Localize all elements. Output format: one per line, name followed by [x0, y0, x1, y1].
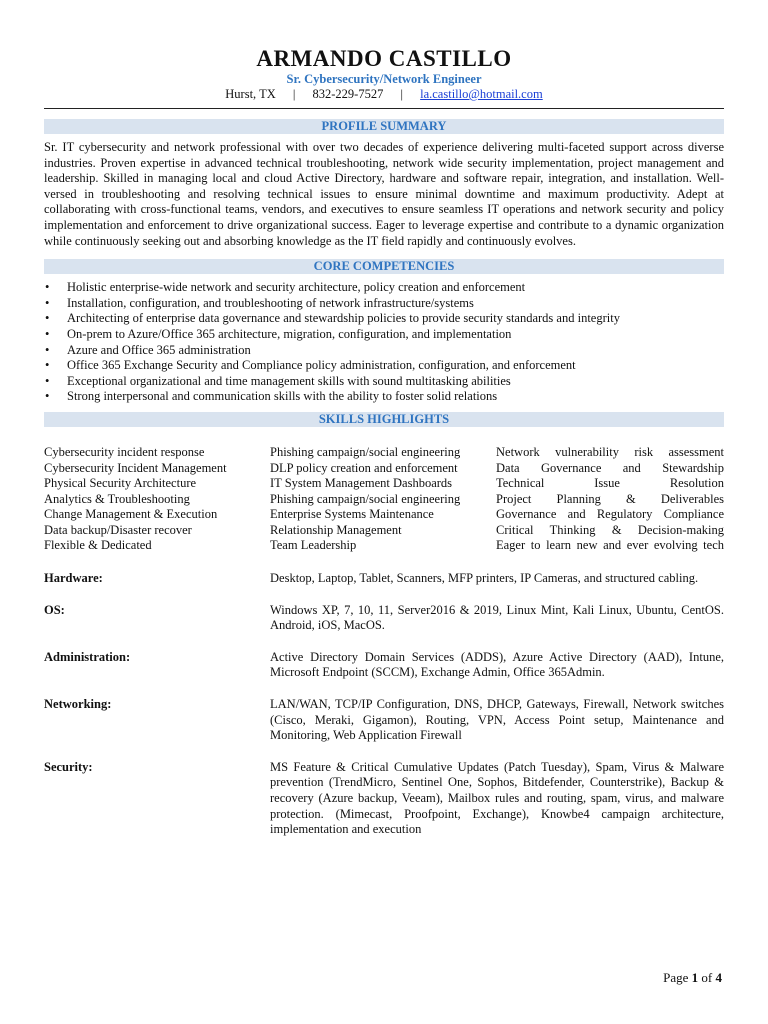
skills-column-3 — [496, 445, 724, 554]
list-item: • Azure and Office 365 administration — [45, 342, 251, 357]
candidate-name: ARMANDO CASTILLO — [256, 46, 512, 71]
current-page: 1 — [691, 970, 699, 985]
skill-item: Relationship Management — [270, 522, 402, 537]
detail-label: OS: — [44, 602, 65, 617]
list-item: • Architecting of enterprise data governance and stewardship policies to provide security standards and integrity — [45, 311, 620, 326]
skill-item: IT System Management Dashboards — [270, 476, 453, 491]
skills-grid — [44, 445, 724, 554]
detail-label: Networking: — [44, 697, 112, 712]
skill-item: Project Planning & Deliverables — [496, 491, 724, 506]
skills-column-1 — [44, 445, 270, 554]
skills-column-2 — [270, 445, 496, 554]
bullet-icon: • — [45, 311, 50, 326]
resume-page — [44, 46, 724, 838]
page-word: Page — [663, 970, 689, 985]
detail-value: Active Directory Domain Services (ADDS), Azure Active Directory (AAD), Intune, Microsoft Endpoint (SCCM), Exchange Admin, Office 365Admin. — [270, 649, 724, 680]
skill-item: DLP policy creation and enforcement — [270, 460, 458, 475]
list-item: • Office 365 Exchange Security and Compliance policy administration, configuration, and enforcement — [45, 358, 576, 373]
detail-value: LAN/WAN, TCP/IP Configuration, DNS, DHCP, Gateways, Firewall, Network switches (Cisco, Meraki, Gigamon), Routing, VPN, Access Point setup, Maintenance and Monitoring, Web Application Firewall — [270, 697, 724, 743]
skill-item: Cybersecurity incident response — [44, 444, 205, 459]
of-word: of — [701, 970, 713, 985]
phone-number: 832-229-7527 — [312, 87, 384, 101]
skill-item: Change Management & Execution — [44, 507, 218, 522]
skill-item: Physical Security Architecture — [44, 476, 197, 491]
list-item: • Strong interpersonal and communication skills with the ability to foster solid relations — [45, 389, 498, 404]
detail-networking — [44, 697, 724, 744]
section-heading-profile: PROFILE SUMMARY — [44, 119, 724, 134]
total-pages: 4 — [715, 970, 722, 985]
bullet-icon: • — [45, 389, 50, 404]
bullet-icon: • — [45, 295, 50, 310]
bullet-icon: • — [45, 280, 50, 295]
skill-item: Data backup/Disaster recover — [44, 522, 192, 537]
section-heading-skills: SKILLS HIGHLIGHTS — [44, 412, 724, 427]
skill-item: Technical Issue Resolution — [496, 476, 724, 491]
competencies-list — [44, 280, 724, 405]
detail-administration — [44, 650, 724, 681]
separator: | — [400, 87, 403, 101]
contact-line — [44, 87, 724, 102]
detail-label: Hardware: — [44, 571, 103, 586]
header-divider — [44, 108, 724, 109]
skill-item: Flexible & Dedicated — [44, 538, 152, 553]
detail-hardware — [44, 571, 724, 587]
skill-item: Eager to learn new and ever evolving tech — [496, 538, 724, 553]
skill-item: Analytics & Troubleshooting — [44, 491, 190, 506]
detail-value: Windows XP, 7, 10, 11, Server2016 & 2019, Linux Mint, Kali Linux, Ubuntu, CentOS. Android, iOS, MacOS. — [270, 602, 724, 633]
detail-value: Desktop, Laptop, Tablet, Scanners, MFP printers, IP Cameras, and structured cabling. — [270, 571, 699, 586]
skill-item: Data Governance and Stewardship — [496, 460, 724, 475]
bullet-icon: • — [45, 358, 50, 373]
skill-item: Team Leadership — [270, 538, 357, 553]
list-item: • Installation, configuration, and troubleshooting of network infrastructure/systems — [45, 295, 474, 310]
skill-item: Cybersecurity Incident Management — [44, 460, 227, 475]
detail-value: MS Feature & Critical Cumulative Updates (Patch Tuesday), Spam, Virus & Malware prevention (TrendMicro, Sentinel One, Sophos, Bitdefender, Counterstrike), Backup & recovery (Azure backup, Veeam), Mailbox rules and routing, spam, virus, and malware protection. (Mimecast, Proofpoint, Exchange), Knowbe4 campaign architecture, implementation and execution — [270, 759, 724, 837]
email-link[interactable]: la.castillo@hotmail.com — [420, 87, 543, 101]
skill-item: Governance and Regulatory Compliance — [496, 507, 724, 522]
job-title: Sr. Cybersecurity/Network Engineer — [286, 72, 482, 86]
skill-item: Phishing campaign/social engineering — [270, 491, 461, 506]
detail-label: Administration: — [44, 649, 131, 664]
list-item: • Holistic enterprise-wide network and security architecture, policy creation and enforcement — [45, 280, 526, 295]
detail-security — [44, 760, 724, 838]
list-item: • Exceptional organizational and time management skills with sound multitasking abilities — [45, 373, 511, 388]
skill-item: Critical Thinking & Decision-making — [496, 522, 724, 537]
skill-item: Network vulnerability risk assessment — [496, 444, 724, 459]
list-item: • On-prem to Azure/Office 365 architecture, migration, configuration, and implementation — [45, 326, 512, 341]
detail-os — [44, 603, 724, 634]
separator: | — [292, 87, 296, 101]
bullet-icon: • — [45, 342, 50, 357]
location: Hurst, TX — [225, 87, 276, 101]
skill-item: Phishing campaign/social engineering — [270, 444, 461, 459]
bullet-icon: • — [45, 373, 50, 388]
profile-summary-text: Sr. IT cybersecurity and network professional with over two decades of experience delivering multi-faceted support across diverse industries. Proven expertise in advanced technical troubleshooting, network wide security implementation, project management and leadership. Skilled in managing local and cloud Active Directory, hardware and software repair, integration, and installation. Well-versed in troubleshooting and resolving technical issues to ensure minimal downtime and maximum productivity. Adept at collaborating with cross-functional teams, vendors, and executives to ensure seamless IT operations and network security and policy implementation and enforcement to drive organizational success. Eager to leverage expertise and contribute to a dynamic organization while continuously seeking out and absorbing knowledge as the IT field rapidly and continuously evolves. — [44, 140, 724, 248]
page-number — [663, 970, 722, 986]
bullet-icon: • — [45, 326, 50, 341]
skill-item: Enterprise Systems Maintenance — [270, 507, 434, 522]
detail-label: Security: — [44, 759, 93, 774]
section-heading-competencies: CORE COMPETENCIES — [44, 259, 724, 274]
